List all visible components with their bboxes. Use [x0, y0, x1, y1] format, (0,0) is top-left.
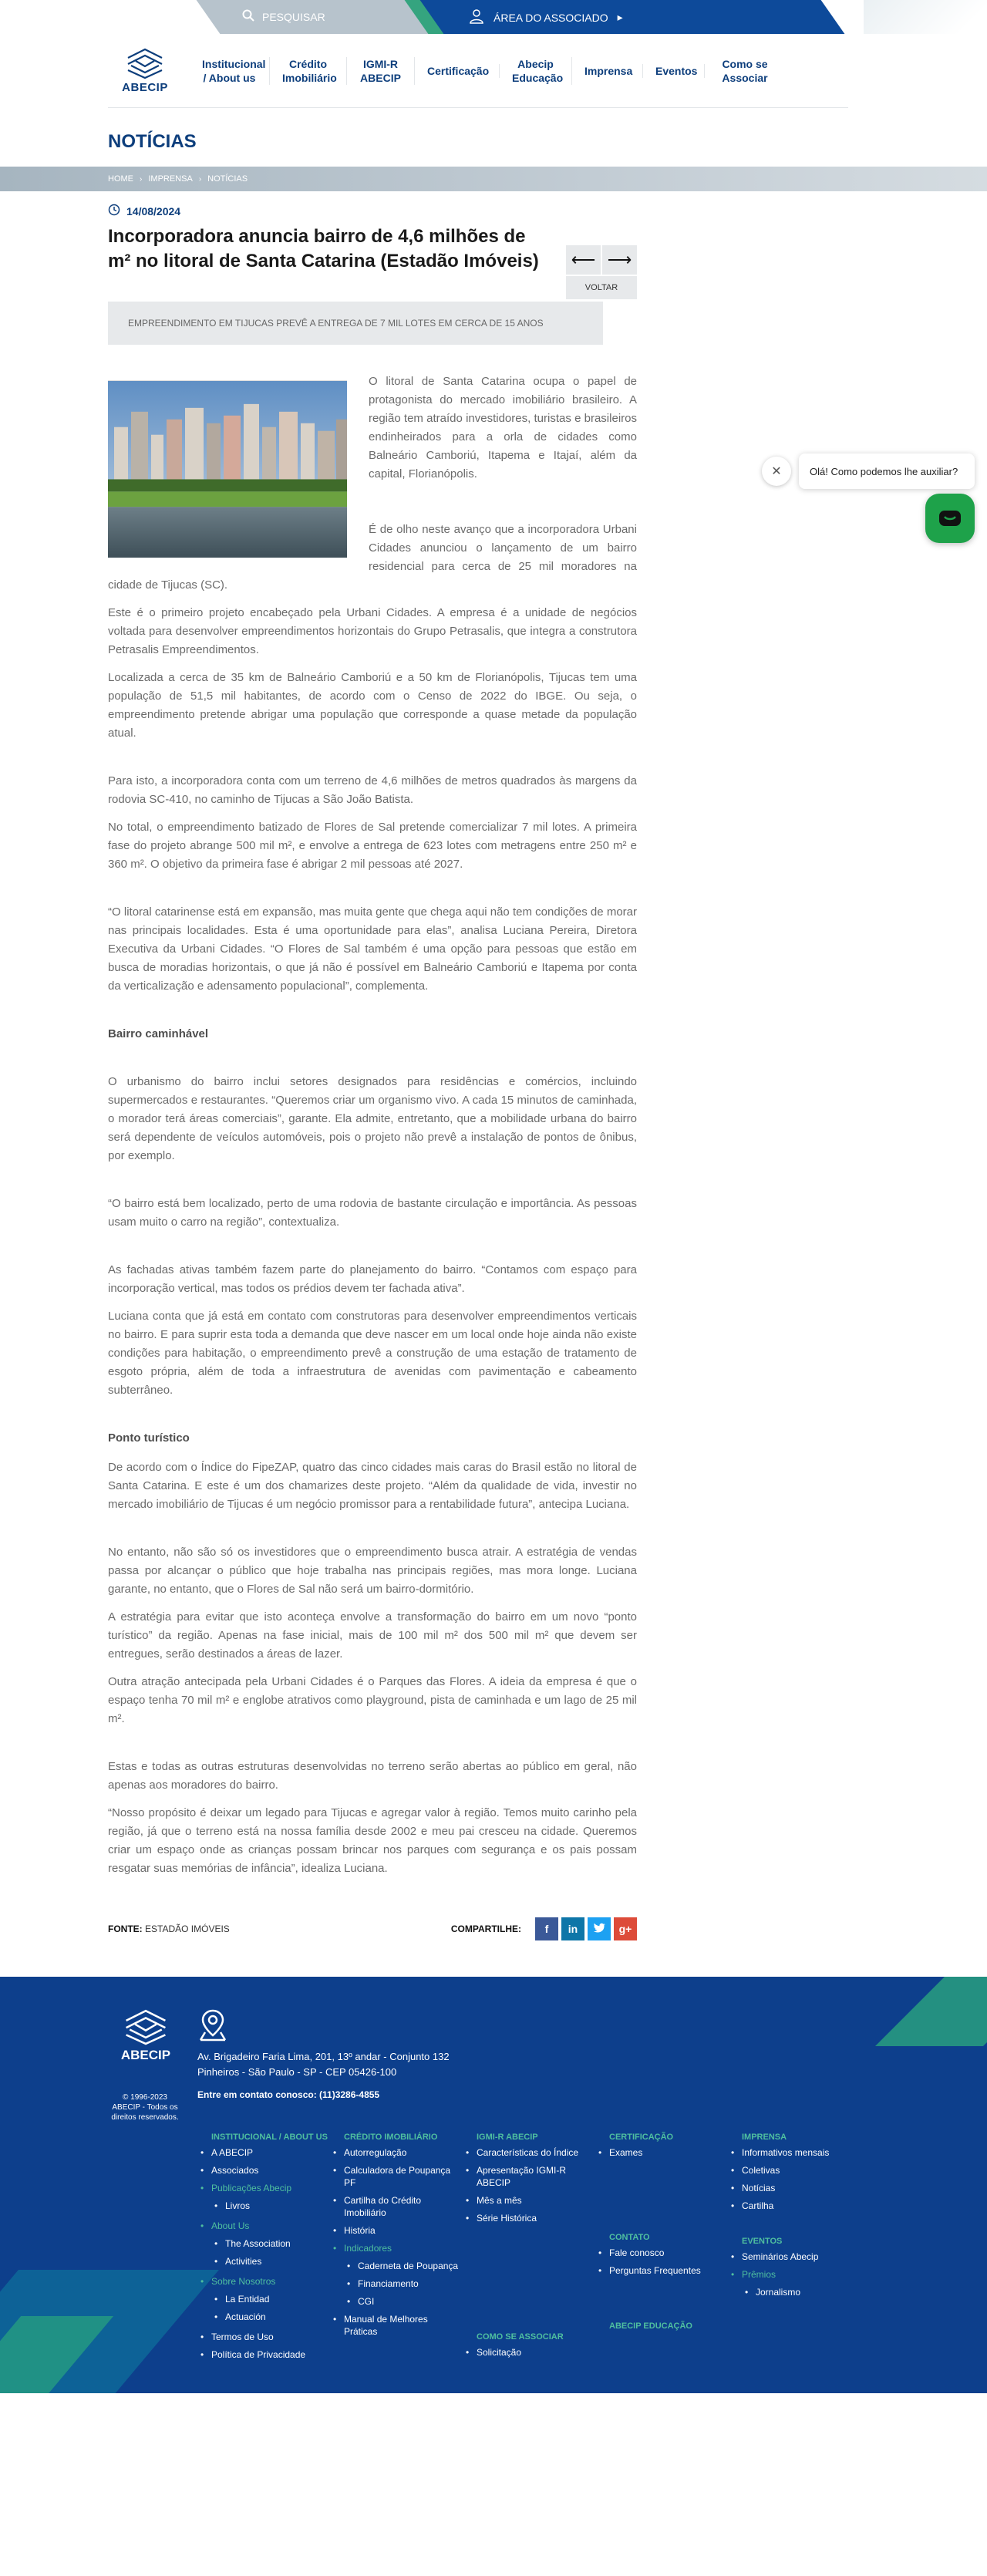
associado-label: ÁREA DO ASSOCIADO — [494, 11, 608, 24]
footer-link[interactable]: • Calculadora de Poupança PF — [330, 2164, 463, 2189]
top-bar — [0, 0, 987, 34]
footer-link[interactable]: • CGI — [330, 2295, 463, 2308]
breadcrumb-bar — [0, 167, 987, 191]
footer-link[interactable]: • Mês a mês — [463, 2194, 595, 2207]
paragraph: Estas e todas as outras estruturas desenvolvidas no terreno serão abertas ao público em geral, não apenas aos moradores do bairro. — [108, 1760, 637, 1792]
footer-link[interactable]: • Seminários Abecip — [728, 2251, 861, 2263]
paragraph: Localizada a cerca de 35 km de Balneário Camboriú e a 50 km de Florianópolis, Tijucas tem uma população de 51,5 mil habitantes, de acordo com o Censo de 2022 do IBGE. Ou seja, o empreendimento pretende abrigar uma população que corresponde a quase metade da população atual. — [108, 671, 637, 740]
footer-link[interactable]: • Caderneta de Poupança — [330, 2260, 463, 2272]
copyright-text: ABECIP - Todos os direitos reservados. — [111, 2103, 179, 2122]
breadcrumb — [108, 167, 848, 191]
copyright-years: © 1996-2023 — [123, 2093, 167, 2102]
article-footer — [108, 1915, 637, 1943]
footer-col-igmi — [463, 2131, 595, 2366]
caret-right-icon: ▸ — [617, 11, 623, 23]
page-title: NOTÍCIAS — [108, 131, 197, 152]
footer-link[interactable]: • Exames — [595, 2146, 728, 2159]
article-image — [108, 380, 347, 558]
footer-link[interactable]: • Manual de Melhores Práticas — [330, 2313, 463, 2338]
footer-col-title: COMO SE ASSOCIAR — [477, 2332, 564, 2342]
chat-open-button[interactable] — [925, 494, 975, 543]
footer-col-title[interactable]: ABECIP EDUCAÇÃO — [609, 2321, 692, 2331]
footer — [0, 1977, 987, 2393]
article-body — [108, 373, 637, 1878]
article-date: 14/08/2024 — [126, 204, 181, 217]
footer-col-title: CERTIFICAÇÃO — [609, 2133, 674, 2142]
footer-link[interactable]: • Perguntas Frequentes — [595, 2264, 728, 2277]
footer-link[interactable]: • Fale conosco — [595, 2247, 728, 2259]
nav-item-igmi-r[interactable]: IGMI-R ABECIP — [347, 57, 415, 85]
footer-logo-text: ABECIP — [120, 2048, 171, 2062]
arrow-row — [566, 245, 637, 275]
facebook-icon: f — [544, 1923, 549, 1935]
section-heading: Bairro caminhável — [108, 1027, 209, 1040]
footer-link[interactable]: • Jornalismo — [728, 2286, 861, 2298]
voltar-button[interactable]: VOLTAR — [566, 276, 637, 299]
paragraph: No entanto, não são só os investidores que o empreendimento busca atrair. A estratégia de vendas passa por alcançar o público que hoje trabalha nas principais regiões, mas mora longe. Luciana garante, no entanto, que o Flores de Sal não será um bairro-dormitório. — [108, 1546, 637, 1596]
footer-link[interactable]: • Série Histórica — [463, 2212, 595, 2224]
logo-icon — [125, 47, 165, 79]
source-value: ESTADÃO IMÓVEIS — [145, 1924, 230, 1934]
footer-link[interactable]: • A ABECIP — [197, 2146, 330, 2159]
main-nav — [190, 57, 785, 85]
footer-link[interactable]: • Apresentação IGMI-R ABECIP — [463, 2164, 595, 2189]
paragraph: “O litoral catarinense está em expansão, mas muita gente que chega aqui não tem condições de morar nas principais localidades. Esta é uma oportunidade para elas”, analisa Luciana Pereira, Diretora Executiva da Urbani Cidades. “O Flores de Sal também é uma opção para pessoas que estão em busca de moradias horizontais, o que já não é possível em Balneário Camboriú e Itapema por conta da verticalização e adensamento populacional”, complementa. — [108, 905, 637, 993]
footer-col-institucional — [197, 2131, 330, 2366]
footer-col-certificacao — [595, 2131, 728, 2366]
footer-address — [197, 2049, 450, 2080]
footer-link[interactable]: • Solicitação — [463, 2346, 595, 2359]
footer-link[interactable]: • The Association — [197, 2237, 330, 2250]
nav-item-credito-imobiliario[interactable]: Crédito Imobiliário — [270, 57, 347, 85]
footer-link[interactable]: • Notícias — [728, 2182, 861, 2194]
logo-text: ABECIP — [122, 81, 168, 94]
nav-item-institucional[interactable]: Institucional / About us — [190, 57, 270, 85]
footer-col-imprensa — [728, 2131, 861, 2366]
article-title: Incorporadora anuncia bairro de 4,6 milhões de m² no litoral de Santa Catarina (Estadão Imóveis) — [108, 226, 539, 271]
footer-col-title: CONTATO — [609, 2233, 650, 2242]
linkedin-share-button[interactable] — [561, 1917, 584, 1940]
paragraph: O urbanismo do bairro inclui setores designados para residências e comércios, incluindo supermercados e restaurantes. “Queremos criar um organismo vivo. A cada 15 minutos de caminhada, o morador terá áreas comerciais”, garante. Ela admite, entretanto, que a mobilidade urbana do bairro será dependente de veículos automóveis, pois o projeto não prevê a instalação de pontos de ônibus, por exemplo. — [108, 1075, 637, 1162]
section-heading: Ponto turístico — [108, 1431, 190, 1445]
decorative-shape — [864, 0, 987, 34]
footer-col-title: CRÉDITO IMOBILIÁRIO — [344, 2133, 438, 2142]
paragraph: “O bairro está bem localizado, perto de uma rodovia de bastante circulação e importância. As pessoas usam muito o carro na região”, contextualiza. — [108, 1197, 637, 1229]
footer-link[interactable]: • Livros — [197, 2200, 330, 2212]
address-line-2: Pinheiros - São Paulo - SP - CEP 05426-100 — [197, 2066, 397, 2078]
close-icon: ✕ — [771, 465, 782, 478]
footer-col-title: INSTITUCIONAL / ABOUT US — [211, 2133, 328, 2142]
copyright — [105, 2092, 185, 2123]
paragraph: Luciana conta que já está em contato com construtoras para desenvolver empreendimentos verticais no bairro. E para suprir esta toda a demanda que deve nascer em um local onde hoje ainda não existe condições para habitação, o empreendimento prevê a construção de uma estação de tratamento de esgoto própria, além de toda a infraestrutura de avenidas com pavimentação e cabeamento subterrâneo. — [108, 1310, 637, 1397]
nav-item-eventos[interactable]: Eventos — [643, 64, 705, 78]
breadcrumb-imprensa[interactable]: IMPRENSA — [148, 174, 193, 184]
footer-link[interactable]: • Sobre Nosotros — [197, 2275, 330, 2288]
share-label: COMPARTILHE: — [450, 1924, 521, 1934]
user-icon — [469, 8, 484, 26]
footer-link[interactable]: • About Us — [197, 2220, 330, 2232]
linkedin-icon: in — [568, 1923, 578, 1935]
footer-link[interactable]: • História — [330, 2224, 463, 2237]
paragraph: Para isto, a incorporadora conta com um terreno de 4,6 milhões de metros quadrados às margens da rodovia SC-410, no caminho de Tijucas a São João Batista. — [108, 774, 637, 806]
logo[interactable] — [114, 47, 176, 94]
chat-close-button[interactable] — [762, 457, 791, 486]
google-plus-icon: g+ — [618, 1923, 632, 1935]
footer-link[interactable]: • Informativos mensais — [728, 2146, 861, 2159]
paragraph: De acordo com o Índice do FipeZAP, quatro das cinco cidades mais caras do Brasil estão no litoral de Santa Catarina. E este é um dos chamarizes deste projeto. “Além da qualidade de vida, investir no mercado imobiliário de Tijucas é um negócio promissor para a rentabilidade futura”, antecipa Luciana. — [108, 1461, 637, 1511]
paragraph: Outra atração antecipada pela Urbani Cidades é o Parques das Flores. A ideia da empresa é que o espaço tenha 70 mil m² e englobe atrativos como playground, pista de caminhada e um lago de 25 mil m². — [108, 1675, 637, 1725]
logo-icon — [123, 2008, 169, 2046]
breadcrumb-noticias: NOTÍCIAS — [207, 174, 248, 184]
next-article-button[interactable] — [602, 245, 637, 275]
paragraph: O litoral de Santa Catarina ocupa o papel de protagonista do mercado imobiliário brasileiro. A região tem atraído investidores, turistas e brasileiros endinheirados para a orla de cidades como Balneário Camboriú, Itapema e Itajaí, além da capital, Florianópolis. — [369, 375, 637, 480]
paragraph: “Nosso propósito é deixar um legado para Tijucas e agregar valor à região. Temos muito carinho pela região, já que o terreno está na nossa família desde 2002 e meu pai cresceu na cidade. Queremos criar um espaço onde as crianças possam brincar nos parques com segurança e os pais possam resgatar suas memórias de infância”, idealiza Luciana. — [108, 1806, 637, 1875]
facebook-share-button[interactable] — [535, 1917, 558, 1940]
footer-contact: Entre em contato conosco: (11)3286-4855 — [197, 2089, 380, 2100]
nav-item-imprensa[interactable]: Imprensa — [572, 64, 643, 78]
paragraph: Este é o primeiro projeto encabeçado pela Urbani Cidades. A empresa é a unidade de negócios voltada para desenvolver empreendimentos horizontais do Grupo Petrasalis, que integra a construtora Petrasalis Empreendimentos. — [108, 606, 637, 656]
twitter-icon — [593, 1923, 605, 1936]
article-date-row — [108, 204, 637, 218]
arrow-left-icon: ⟵ — [571, 250, 596, 269]
footer-link[interactable]: • La Entidad — [197, 2293, 330, 2305]
chat-message: Olá! Como podemos lhe auxiliar? — [810, 465, 958, 477]
footer-col-credito — [330, 2131, 463, 2366]
decorative-shape — [875, 1977, 987, 2046]
footer-link[interactable]: • Publicações Abecip — [197, 2182, 330, 2194]
footer-link[interactable]: • Actuación — [197, 2311, 330, 2323]
footer-logo[interactable] — [113, 2008, 179, 2063]
footer-link[interactable]: • Coletivas — [728, 2164, 861, 2176]
source-label: FONTE: — [108, 1924, 143, 1934]
search-icon — [242, 9, 254, 24]
address-line-1: Av. Brigadeiro Faria Lima, 201, 13º andar - Conjunto 132 — [197, 2051, 450, 2062]
paragraph: A estratégia para evitar que isto aconteça envolve a transformação do bairro em um novo “ponto turístico” da região. Apenas na fase inicial, mais de 100 mil m² dos 500 mil m² que devem ser entregues, serão destinados a áreas de lazer. — [108, 1610, 637, 1661]
search-link[interactable] — [242, 9, 325, 24]
footer-link[interactable]: • Cartilha — [728, 2200, 861, 2212]
footer-link[interactable]: • Cartilha do Crédito Imobiliário — [330, 2194, 463, 2219]
chat-icon — [938, 510, 962, 527]
paragraph: As fachadas ativas também fazem parte do planejamento do bairro. “Contamos com espaço para incorporação vertical, mas todos os prédios devem ter fachada ativa”. — [108, 1263, 637, 1295]
google-plus-share-button[interactable] — [614, 1917, 637, 1940]
footer-link[interactable]: • Autorregulação — [330, 2146, 463, 2159]
nav-item-abecip-educacao[interactable]: Abecip Educação — [500, 57, 572, 85]
footer-link[interactable]: • Características do Índice — [463, 2146, 595, 2159]
footer-col-title: IMPRENSA — [742, 2133, 787, 2142]
nav-item-certificacao[interactable]: Certificação — [415, 64, 500, 78]
article — [108, 204, 637, 1943]
paragraph: No total, o empreendimento batizado de Flores de Sal pretende comercializar 7 mil lotes. A primeira fase do projeto abrange 500 mil m², e envolve a entrega de 623 lotes com metragens entre 250 m² e 360 m². O objetivo da primeira fase é abrigar 2 mil pessoas até 2027. — [108, 821, 637, 871]
main-header — [108, 34, 848, 108]
footer-link[interactable]: • Termos de Uso — [197, 2331, 330, 2343]
footer-link[interactable]: • Indicadores — [330, 2242, 463, 2254]
nav-item-como-se-associar[interactable]: Como se Associar — [722, 57, 768, 84]
footer-link[interactable]: • Associados — [197, 2164, 330, 2176]
footer-link[interactable]: • Prêmios — [728, 2268, 861, 2281]
chevron-right-icon: › — [140, 174, 143, 184]
map-pin-icon — [196, 2008, 230, 2042]
article-nav — [566, 245, 637, 299]
chevron-right-icon: › — [198, 174, 202, 184]
breadcrumb-home[interactable]: HOME — [108, 174, 133, 184]
article-subtitle: EMPREENDIMENTO EM TIJUCAS PREVÊ A ENTREGA DE 7 MIL LOTES EM CERCA DE 15 ANOS — [108, 302, 603, 345]
chat-message-bubble[interactable] — [799, 453, 975, 489]
footer-link[interactable]: • Financiamento — [330, 2278, 463, 2290]
clock-icon — [108, 204, 120, 218]
source — [108, 1924, 230, 1934]
previous-article-button[interactable] — [566, 245, 601, 275]
share-bar — [451, 1917, 637, 1940]
paragraph: É de olho neste avanço que a incorporadora Urbani Cidades anunciou o lançamento de um bairro residencial para cerca de 25 mil moradores na cidade de Tijucas (SC). — [108, 523, 637, 592]
footer-col-title: IGMI-R ABECIP — [477, 2133, 538, 2142]
arrow-right-icon: ⟶ — [607, 250, 632, 269]
associado-area-link[interactable] — [469, 8, 623, 26]
footer-link[interactable]: • Política de Privacidade — [197, 2348, 330, 2361]
search-label: PESQUISAR — [262, 10, 325, 23]
footer-columns — [197, 2131, 861, 2366]
footer-col-title: EVENTOS — [742, 2237, 783, 2246]
footer-link[interactable]: • Activities — [197, 2255, 330, 2267]
twitter-share-button[interactable] — [588, 1917, 611, 1940]
